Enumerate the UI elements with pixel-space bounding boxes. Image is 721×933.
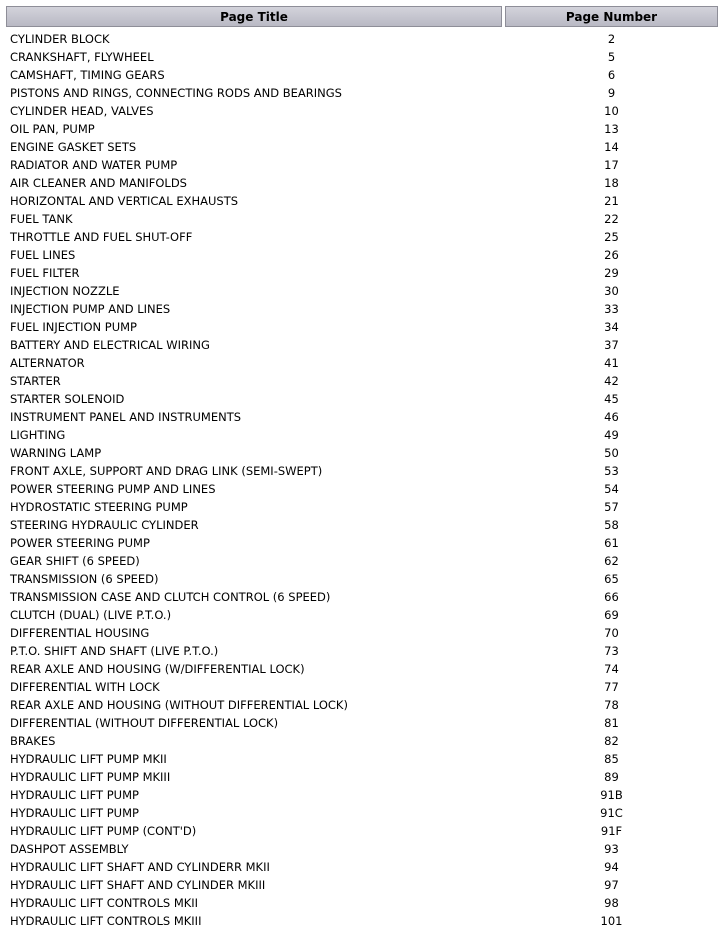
page-number-cell: 97 (604, 878, 619, 892)
table-row (6, 372, 718, 390)
page-number-cell: 66 (604, 590, 619, 604)
table-row (6, 858, 718, 876)
page-title-cell: DIFFERENTIAL WITH LOCK (10, 680, 160, 694)
page-number-cell: 82 (604, 734, 619, 748)
page-title-cell: REAR AXLE AND HOUSING (W/DIFFERENTIAL LOCK) (10, 662, 305, 676)
page-number-cell: 54 (604, 482, 619, 496)
header-row (6, 6, 718, 27)
page-number-cell: 91C (600, 806, 623, 820)
page-number-cell: 77 (604, 680, 619, 694)
table-row (6, 768, 718, 786)
table-row (6, 156, 718, 174)
page-number-cell: 69 (604, 608, 619, 622)
page-title-cell: HYDROSTATIC STEERING PUMP (10, 500, 188, 514)
page-title-cell: CLUTCH (DUAL) (LIVE P.T.O.) (10, 608, 172, 622)
table-row (6, 84, 718, 102)
page-number-cell: 73 (604, 644, 619, 658)
table-row (6, 624, 718, 642)
page-number-cell: 98 (604, 896, 619, 910)
page-number-cell: 91F (600, 824, 623, 838)
page-number-cell: 81 (604, 716, 619, 730)
table-row (6, 228, 718, 246)
page-number-cell: 6 (607, 68, 616, 82)
table-row (6, 480, 718, 498)
page-title-cell: CRANKSHAFT, FLYWHEEL (10, 50, 154, 64)
page-title-cell: BATTERY AND ELECTRICAL WIRING (10, 338, 210, 352)
page-title-cell: TRANSMISSION (6 SPEED) (10, 572, 159, 586)
page-number-cell: 34 (604, 320, 619, 334)
table-row (6, 840, 718, 858)
page-title-cell: FUEL INJECTION PUMP (10, 320, 137, 334)
page-title-cell: HYDRAULIC LIFT PUMP MKIII (10, 770, 171, 784)
column-header-page-number: Page Number (505, 6, 718, 27)
page-number-cell: 37 (604, 338, 619, 352)
table-row (6, 102, 718, 120)
page-title-cell: P.T.O. SHIFT AND SHAFT (LIVE P.T.O.) (10, 644, 219, 658)
page-title-cell: HORIZONTAL AND VERTICAL EXHAUSTS (10, 194, 239, 208)
table-row (6, 336, 718, 354)
table-row (6, 822, 718, 840)
page-number-cell: 78 (604, 698, 619, 712)
table-row (6, 300, 718, 318)
page-title-cell: ALTERNATOR (10, 356, 85, 370)
page-title-cell: CAMSHAFT, TIMING GEARS (10, 68, 165, 82)
table-row (6, 750, 718, 768)
table-row (6, 570, 718, 588)
page-title-cell: DASHPOT ASSEMBLY (10, 842, 129, 856)
page-title-cell: CYLINDER BLOCK (10, 32, 110, 46)
table-row (6, 318, 718, 336)
page-title-cell: HYDRAULIC LIFT PUMP (10, 788, 139, 802)
page-title-cell: POWER STEERING PUMP AND LINES (10, 482, 216, 496)
page-number-cell: 18 (604, 176, 619, 190)
page-title-cell: FUEL TANK (10, 212, 73, 226)
page-number-cell: 50 (604, 446, 619, 460)
table-row (6, 498, 718, 516)
page-title-cell: FRONT AXLE, SUPPORT AND DRAG LINK (SEMI-SWEPT) (10, 464, 323, 478)
page-number-cell: 13 (604, 122, 619, 136)
page-title-cell: LIGHTING (10, 428, 66, 442)
page-title-cell: HYDRAULIC LIFT PUMP (10, 806, 139, 820)
page-number-cell: 21 (604, 194, 619, 208)
table-row (6, 660, 718, 678)
table-row (6, 534, 718, 552)
column-header-page-title: Page Title (6, 6, 502, 27)
table-row (6, 408, 718, 426)
table-row (6, 642, 718, 660)
page-title-cell: HYDRAULIC LIFT PUMP MKII (10, 752, 167, 766)
table-row (6, 354, 718, 372)
table-row (6, 444, 718, 462)
table-body (6, 27, 718, 930)
page-title-cell: STARTER SOLENOID (10, 392, 125, 406)
page-number-cell: 70 (604, 626, 619, 640)
table-row (6, 516, 718, 534)
page-number-cell: 53 (604, 464, 619, 478)
page-number-cell: 25 (604, 230, 619, 244)
table-row (6, 120, 718, 138)
page-title-cell: HYDRAULIC LIFT CONTROLS MKIII (10, 914, 202, 928)
page-number-cell: 65 (604, 572, 619, 586)
table-row (6, 786, 718, 804)
toc-table (3, 6, 721, 930)
page-title-cell: REAR AXLE AND HOUSING (WITHOUT DIFFERENTIAL LOCK) (10, 698, 348, 712)
page-title-cell: STEERING HYDRAULIC CYLINDER (10, 518, 199, 532)
page-number-cell: 58 (604, 518, 619, 532)
page-number-cell: 93 (604, 842, 619, 856)
table-row (6, 66, 718, 84)
page-title-cell: HYDRAULIC LIFT CONTROLS MKII (10, 896, 199, 910)
table-row (6, 804, 718, 822)
page-number-cell: 101 (600, 914, 623, 928)
table-header (6, 6, 718, 27)
page-title-cell: FUEL FILTER (10, 266, 80, 280)
page-title-cell: POWER STEERING PUMP (10, 536, 150, 550)
page-title-cell: FUEL LINES (10, 248, 76, 262)
page-number-cell: 26 (604, 248, 619, 262)
page-title-cell: HYDRAULIC LIFT SHAFT AND CYLINDER MKIII (10, 878, 266, 892)
table-row (6, 192, 718, 210)
table-row (6, 426, 718, 444)
page-title-cell: INJECTION PUMP AND LINES (10, 302, 171, 316)
page-number-cell: 17 (604, 158, 619, 172)
table-row (6, 732, 718, 750)
table-row (6, 210, 718, 228)
table-row (6, 246, 718, 264)
page-number-cell: 62 (604, 554, 619, 568)
table-row (6, 696, 718, 714)
page-title-cell: HYDRAULIC LIFT SHAFT AND CYLINDERR MKII (10, 860, 270, 874)
table-row (6, 30, 718, 48)
page-title-cell: DIFFERENTIAL (WITHOUT DIFFERENTIAL LOCK) (10, 716, 279, 730)
page-number-cell: 85 (604, 752, 619, 766)
table-row (6, 678, 718, 696)
table-row (6, 552, 718, 570)
page-number-cell: 89 (604, 770, 619, 784)
page-title-cell: STARTER (10, 374, 61, 388)
page-title-cell: INJECTION NOZZLE (10, 284, 120, 298)
table-row (6, 174, 718, 192)
table-row (6, 462, 718, 480)
page-number-cell: 10 (604, 104, 619, 118)
page-number-cell: 46 (604, 410, 619, 424)
page-number-cell: 45 (604, 392, 619, 406)
page-title-cell: PISTONS AND RINGS, CONNECTING RODS AND BEARINGS (10, 86, 342, 100)
page-number-cell: 61 (604, 536, 619, 550)
page-title-cell: TRANSMISSION CASE AND CLUTCH CONTROL (6 SPEED) (10, 590, 331, 604)
page-number-cell: 74 (604, 662, 619, 676)
page-title-cell: INSTRUMENT PANEL AND INSTRUMENTS (10, 410, 242, 424)
page-title-cell: CYLINDER HEAD, VALVES (10, 104, 154, 118)
page-number-cell: 42 (604, 374, 619, 388)
page-title-cell: ENGINE GASKET SETS (10, 140, 137, 154)
table-row (6, 588, 718, 606)
page-number-cell: 49 (604, 428, 619, 442)
page-number-cell: 22 (604, 212, 619, 226)
table-row (6, 912, 718, 930)
page-number-cell: 94 (604, 860, 619, 874)
table-row (6, 138, 718, 156)
page-title-cell: AIR CLEANER AND MANIFOLDS (10, 176, 187, 190)
page-title-cell: BRAKES (10, 734, 56, 748)
page-number-cell: 41 (604, 356, 619, 370)
page-title-cell: GEAR SHIFT (6 SPEED) (10, 554, 140, 568)
page-number-cell: 30 (604, 284, 619, 298)
table-row (6, 282, 718, 300)
page-number-cell: 57 (604, 500, 619, 514)
page-number-cell: 14 (604, 140, 619, 154)
page-number-cell: 2 (607, 32, 616, 46)
page-title-cell: HYDRAULIC LIFT PUMP (CONT'D) (10, 824, 197, 838)
page-number-cell: 33 (604, 302, 619, 316)
page-number-cell: 91B (600, 788, 623, 802)
page-title-cell: DIFFERENTIAL HOUSING (10, 626, 150, 640)
table-row (6, 714, 718, 732)
table-row (6, 390, 718, 408)
table-row (6, 894, 718, 912)
page-title-cell: THROTTLE AND FUEL SHUT-OFF (10, 230, 193, 244)
page-number-cell: 9 (607, 86, 616, 100)
page-number-cell: 29 (604, 266, 619, 280)
table-row (6, 606, 718, 624)
page-title-cell: OIL PAN, PUMP (10, 122, 95, 136)
table-row (6, 48, 718, 66)
page-title-cell: WARNING LAMP (10, 446, 102, 460)
table-row (6, 264, 718, 282)
page-number-cell: 5 (607, 50, 616, 64)
page-title-cell: RADIATOR AND WATER PUMP (10, 158, 178, 172)
table-row (6, 876, 718, 894)
